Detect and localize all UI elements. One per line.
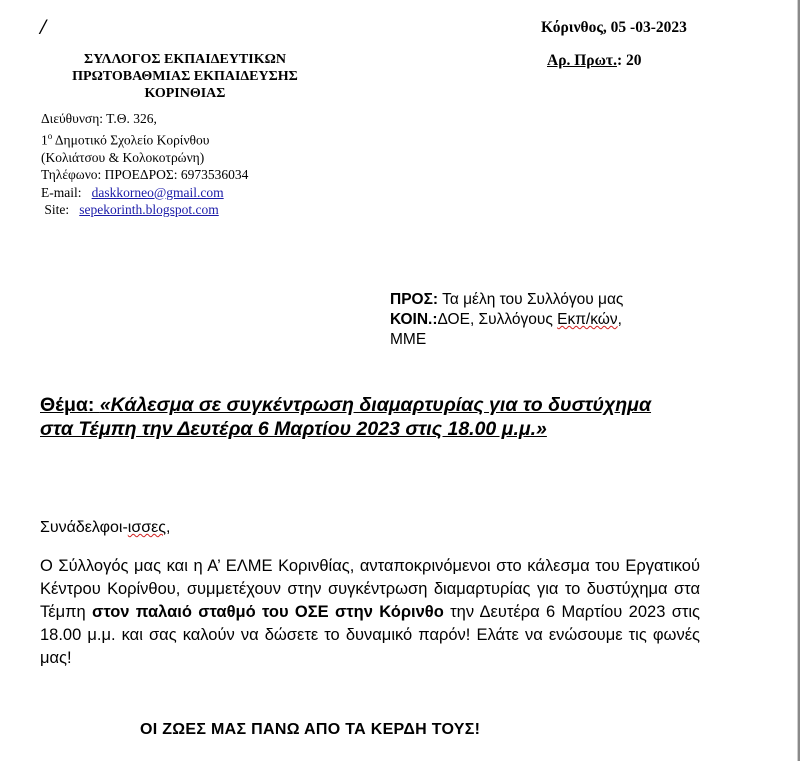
handwritten-mark: /	[40, 14, 47, 39]
greeting-b: ισσες	[127, 519, 166, 536]
greeting	[40, 519, 170, 537]
school-name: Δημοτικό Σχολείο Κορίνθου	[52, 132, 210, 147]
cc-text-misspelled: Εκπ/κών	[557, 311, 618, 328]
body-part-1: Ο Σύλλογός μας και η Α’ ΕΛΜΕ Κορινθίας, ανταποκρινόμενοι στο κάλεσμα του Εργατικού Κέντρου Κορίνθου, συμμετέχουν στην συγκέντρωση διαμαρτυρίας για το δυστύχημα στα Τέμπη	[40, 557, 700, 621]
email-link[interactable]: daskkorneo@gmail.com	[91, 184, 224, 200]
protocol-value: : 20	[616, 52, 642, 69]
subject-colon: :	[87, 394, 100, 416]
recipients-cc	[390, 310, 623, 330]
place-date: Κόρινθος, 05 -03-2023	[541, 19, 687, 36]
body-bold-location: στον παλαιό σταθμό του ΟΣΕ στην Κόρινθο	[92, 603, 444, 621]
recipients-to	[390, 290, 623, 310]
subject-label: Θέμα	[40, 394, 88, 416]
protocol-label: Αρ. Πρωτ.	[547, 52, 617, 69]
greeting-c: ,	[165, 519, 171, 536]
cc-text-end: ,	[617, 311, 622, 328]
contact-block	[41, 110, 248, 219]
subject-heading	[40, 393, 660, 441]
contact-address: Διεύθυνση: Τ.Θ. 326,	[41, 111, 157, 126]
school-superscript: ο	[47, 130, 53, 141]
to-text: Τα μέλη του Συλλόγου μας	[438, 291, 624, 308]
site-label: Site:	[44, 202, 70, 217]
to-label: ΠΡΟΣ:	[390, 291, 439, 308]
recipients-block	[390, 290, 623, 350]
school-number: 1	[41, 132, 48, 147]
org-line-2: ΠΡΩΤΟΒΑΘΜΙΑΣ ΕΚΠΑΙΔΕΥΣΗΣ	[72, 69, 298, 84]
org-line-1: ΣΥΛΛΟΓΟΣ ΕΚΠΑΙΔΕΥΤΙΚΩΝ	[84, 52, 286, 67]
greeting-a: Συνάδελφοι-	[40, 519, 128, 536]
protocol-number	[547, 52, 642, 70]
contact-email-row	[41, 184, 248, 202]
cc-text: ΔΟΕ, Συλλόγους	[437, 311, 558, 328]
email-label: E-mail:	[41, 184, 82, 200]
contact-phone: Τηλέφωνο: ΠΡΟΕΔΡΟΣ: 6973536034	[41, 167, 249, 182]
contact-school	[41, 128, 248, 149]
page-edge-shadow	[797, 0, 798, 761]
cc-label: ΚΟΙΝ.:	[390, 311, 438, 328]
organization-name	[40, 51, 330, 102]
site-link[interactable]: sepekorinth.blogspot.com	[79, 202, 219, 217]
contact-streets: (Κολιάτσου & Κολοκοτρώνη)	[41, 149, 205, 165]
subject-text: «Κάλεσμα σε συγκέντρωση διαμαρτυρίας για το δυστύχημα στα Τέμπη την Δευτέρα 6 Μαρτίου 2023 στις 18.00 μ.μ.»	[40, 394, 652, 440]
closing-slogan: ΟΙ ΖΩΕΣ ΜΑΣ ΠΑΝΩ ΑΠΟ ΤΑ ΚΕΡΔΗ ΤΟΥΣ!	[140, 721, 481, 738]
body-part-2: την Δευτέρα 6 Μαρτίου 2023 στις 18.00 μ.μ. και σας καλούν να δώσετε το δυναμικό παρόν! Ελάτε να ενώσουμε τις φωνές μας!	[40, 603, 701, 667]
recipients-cc-line2: ΜΜΕ	[390, 331, 427, 348]
body-paragraph	[40, 555, 700, 670]
org-line-3: ΚΟΡΙΝΘΙΑΣ	[144, 86, 226, 101]
contact-site-row	[41, 201, 248, 219]
